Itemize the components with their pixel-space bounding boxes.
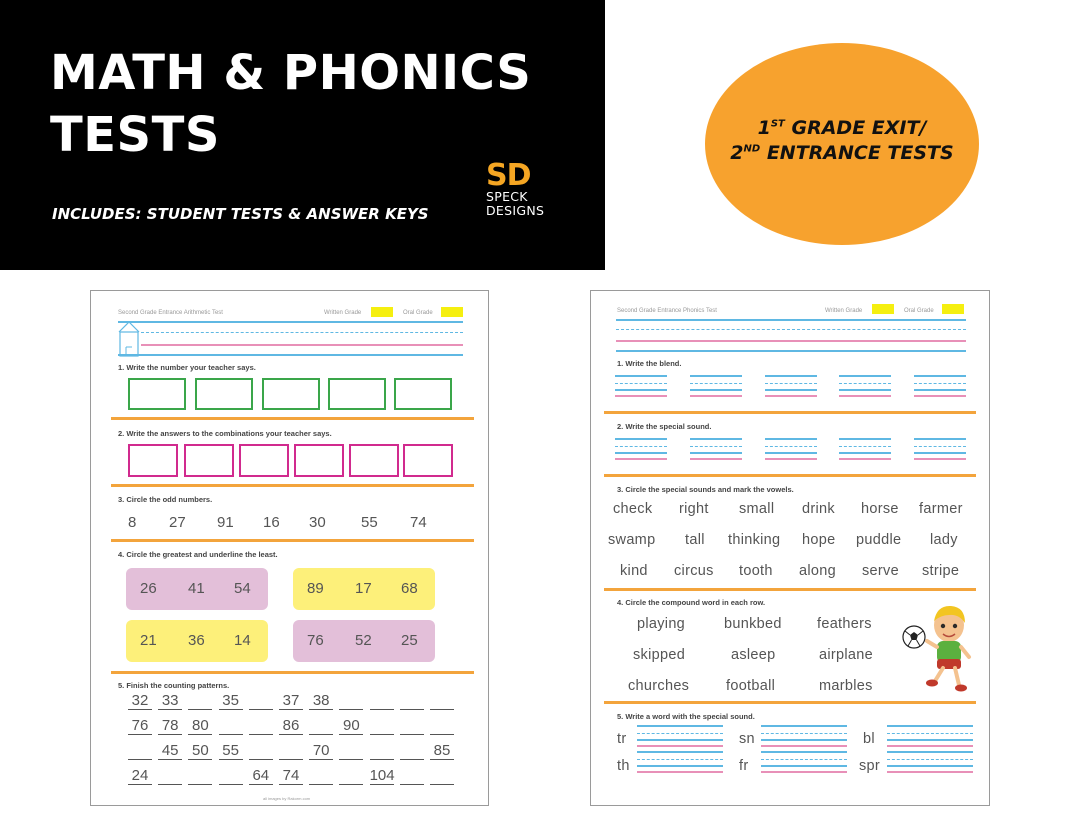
answer-box xyxy=(239,444,289,477)
writing-line xyxy=(914,395,966,397)
oral-grade-label: Oral Grade xyxy=(403,310,433,316)
writing-line xyxy=(914,389,966,391)
odd-number: 55 xyxy=(361,514,378,531)
pattern-cell: 33 xyxy=(158,692,182,710)
writing-line xyxy=(914,458,966,460)
writing-line xyxy=(914,446,966,447)
writing-line xyxy=(690,395,742,397)
writing-line xyxy=(839,389,891,391)
house-icon xyxy=(118,319,140,357)
writing-line xyxy=(765,375,817,377)
writing-line xyxy=(761,739,847,741)
section-divider xyxy=(111,417,474,420)
grade-badge xyxy=(705,43,979,245)
question-4: 4. Circle the compound word in each row. xyxy=(617,598,766,607)
pattern-cell xyxy=(309,717,333,735)
question-2: 2. Write the special sound. xyxy=(617,422,712,431)
writing-line xyxy=(615,395,667,397)
pattern-cell xyxy=(339,742,363,760)
footer-credit: all images by Rakorm.com xyxy=(263,796,311,801)
answer-box xyxy=(294,444,344,477)
section-divider xyxy=(111,484,474,487)
phonics-word: lady xyxy=(930,532,958,548)
group-number: 25 xyxy=(401,632,418,649)
worksheet-title: Second Grade Entrance Phonics Test xyxy=(617,308,717,314)
writing-line xyxy=(637,733,723,734)
section-divider xyxy=(604,588,976,591)
writing-line xyxy=(690,375,742,377)
pattern-cell xyxy=(128,742,152,760)
special-sound-prompt: th xyxy=(617,758,630,774)
name-line xyxy=(616,340,966,342)
writing-line xyxy=(615,389,667,391)
answer-box xyxy=(262,378,320,410)
group-number: 52 xyxy=(355,632,372,649)
pattern-cell xyxy=(370,717,394,735)
compound-word: marbles xyxy=(819,678,873,694)
odd-number: 27 xyxy=(169,514,186,531)
writing-line xyxy=(615,452,667,454)
compound-word: football xyxy=(726,678,776,694)
pattern-cell: 50 xyxy=(188,742,212,760)
odd-number: 8 xyxy=(128,514,137,531)
compound-word: skipped xyxy=(633,647,686,663)
phonics-word: tooth xyxy=(739,563,773,579)
badge-line-2: 2ND ENTRANCE TESTS xyxy=(730,142,954,164)
phonics-word: tall xyxy=(685,532,705,548)
answer-box xyxy=(128,444,178,477)
writing-line xyxy=(765,438,817,440)
question-3: 3. Circle the special sounds and mark the vowels. xyxy=(617,485,794,494)
pattern-cell: 70 xyxy=(309,742,333,760)
writing-line xyxy=(839,446,891,447)
writing-line xyxy=(690,389,742,391)
special-sound-prompt: bl xyxy=(863,731,875,747)
phonics-word: right xyxy=(679,501,709,517)
writing-line xyxy=(761,751,847,753)
pattern-cell xyxy=(430,767,454,785)
writing-line xyxy=(887,739,973,741)
phonics-word: small xyxy=(739,501,775,517)
question-5: 5. Write a word with the special sound. xyxy=(617,712,755,721)
group-number: 36 xyxy=(188,632,205,649)
phonics-word: check xyxy=(613,501,653,517)
answer-box xyxy=(394,378,452,410)
writing-line xyxy=(914,438,966,440)
answer-box xyxy=(328,378,386,410)
phonics-word: along xyxy=(799,563,836,579)
compound-word: bunkbed xyxy=(724,616,782,632)
writing-line xyxy=(765,452,817,454)
pattern-cell: 32 xyxy=(128,692,152,710)
pattern-cell: 45 xyxy=(158,742,182,760)
writing-line xyxy=(690,446,742,447)
pattern-cell xyxy=(309,767,333,785)
phonics-word: kind xyxy=(620,563,648,579)
pattern-cell xyxy=(339,767,363,785)
pattern-cell xyxy=(249,717,273,735)
writing-line xyxy=(615,438,667,440)
pattern-cell xyxy=(339,692,363,710)
pattern-cell xyxy=(158,767,182,785)
section-divider xyxy=(111,671,474,674)
pattern-cell xyxy=(370,692,394,710)
banner-subtitle: INCLUDES: STUDENT TESTS & ANSWER KEYS xyxy=(52,205,429,223)
writing-line xyxy=(765,383,817,384)
compound-word: churches xyxy=(628,678,690,694)
writing-line xyxy=(765,446,817,447)
writing-line xyxy=(690,438,742,440)
banner-title: MATH & PHONICS TESTS xyxy=(50,45,532,163)
pattern-cell: 35 xyxy=(219,692,243,710)
answer-box xyxy=(195,378,253,410)
speck-designs-logo: SD SPECK DESIGNS xyxy=(486,158,545,218)
writing-line xyxy=(839,452,891,454)
compound-word: airplane xyxy=(819,647,873,663)
writing-line xyxy=(637,739,723,741)
writing-line xyxy=(637,725,723,727)
section-divider xyxy=(111,539,474,542)
group-number: 17 xyxy=(355,580,372,597)
writing-line xyxy=(761,765,847,767)
phonics-word: swamp xyxy=(608,532,656,548)
special-sound-prompt: sn xyxy=(739,731,755,747)
pattern-cell: 80 xyxy=(188,717,212,735)
pattern-cell: 78 xyxy=(158,717,182,735)
question-1: 1. Write the blend. xyxy=(617,359,682,368)
compound-word: asleep xyxy=(731,647,776,663)
writing-line xyxy=(887,765,973,767)
phonics-word: stripe xyxy=(922,563,960,579)
phonics-word: thinking xyxy=(728,532,781,548)
blend-writing-lines xyxy=(591,375,991,405)
phonics-word: farmer xyxy=(919,501,963,517)
writing-line xyxy=(914,375,966,377)
pattern-cell: 104 xyxy=(369,767,395,784)
writing-line xyxy=(615,383,667,384)
phonics-word: drink xyxy=(802,501,835,517)
writing-line xyxy=(765,395,817,397)
pattern-cell xyxy=(400,767,424,785)
word-writing-lines xyxy=(591,725,991,775)
writing-line xyxy=(690,458,742,460)
writing-line xyxy=(637,751,723,753)
pattern-cell xyxy=(400,692,424,710)
phonics-word: serve xyxy=(862,563,899,579)
writing-line xyxy=(761,771,847,773)
phonics-word: horse xyxy=(861,501,899,517)
section-divider xyxy=(604,474,976,477)
group-number: 26 xyxy=(140,580,157,597)
pattern-cell: 86 xyxy=(279,717,303,735)
writing-line xyxy=(765,458,817,460)
pattern-cell xyxy=(400,742,424,760)
answer-box xyxy=(128,378,186,410)
pattern-cell xyxy=(188,767,212,785)
section-divider xyxy=(604,411,976,414)
writing-line xyxy=(839,458,891,460)
answer-box xyxy=(349,444,399,477)
name-line xyxy=(616,319,966,321)
question-1: 1. Write the number your teacher says. xyxy=(118,363,256,372)
writing-line xyxy=(637,759,723,760)
special-sound-prompt: tr xyxy=(617,731,627,747)
odd-number: 74 xyxy=(410,514,427,531)
badge-line-1: 1ST GRADE EXIT/ xyxy=(757,117,927,139)
pattern-cell: 37 xyxy=(279,692,303,710)
writing-line xyxy=(637,771,723,773)
pattern-cell: 55 xyxy=(219,742,243,760)
writing-line xyxy=(637,745,723,747)
group-number: 68 xyxy=(401,580,418,597)
special-sound-prompt: spr xyxy=(859,758,881,774)
written-grade-box xyxy=(872,304,894,314)
writing-line xyxy=(887,725,973,727)
oral-grade-label: Oral Grade xyxy=(904,308,934,314)
writing-line xyxy=(839,375,891,377)
name-line xyxy=(118,354,463,356)
sound-writing-lines xyxy=(591,438,991,468)
pattern-cell: 76 xyxy=(128,717,152,735)
phonics-word: puddle xyxy=(856,532,902,548)
counting-patterns xyxy=(128,692,458,792)
name-line xyxy=(616,350,966,352)
written-grade-label: Written Grade xyxy=(825,308,863,314)
oral-grade-box xyxy=(441,307,463,317)
writing-line xyxy=(690,452,742,454)
writing-line xyxy=(761,725,847,727)
pattern-cell: 64 xyxy=(249,767,273,785)
pattern-cell: 38 xyxy=(309,692,333,710)
writing-line xyxy=(765,389,817,391)
question-2: 2. Write the answers to the combinations your teacher says. xyxy=(118,429,332,438)
writing-line xyxy=(887,751,973,753)
writing-line xyxy=(761,733,847,734)
compound-word: playing xyxy=(637,616,686,632)
answer-box xyxy=(403,444,453,477)
writing-line xyxy=(637,765,723,767)
writing-line xyxy=(761,745,847,747)
oral-grade-box xyxy=(942,304,964,314)
soccer-boy-illustration xyxy=(897,601,975,693)
writing-line xyxy=(887,771,973,773)
pattern-cell xyxy=(219,767,243,785)
group-number: 76 xyxy=(307,632,324,649)
question-4: 4. Circle the greatest and underline the least. xyxy=(118,550,278,559)
worksheet-title: Second Grade Entrance Arithmetic Test xyxy=(118,310,223,316)
group-number: 54 xyxy=(234,580,251,597)
odd-number: 91 xyxy=(217,514,234,531)
writing-line xyxy=(839,383,891,384)
question-3: 3. Circle the odd numbers. xyxy=(118,495,213,504)
name-line xyxy=(118,321,463,323)
odd-number: 30 xyxy=(309,514,326,531)
compound-word: feathers xyxy=(817,616,872,632)
pattern-cell xyxy=(430,692,454,710)
pattern-cell xyxy=(279,742,303,760)
writing-line xyxy=(690,383,742,384)
writing-line xyxy=(914,452,966,454)
question-5: 5. Finish the counting patterns. xyxy=(118,681,230,690)
special-sound-prompt: fr xyxy=(739,758,749,774)
writing-line xyxy=(887,733,973,734)
writing-line xyxy=(615,446,667,447)
group-number: 14 xyxy=(234,632,251,649)
writing-line xyxy=(914,383,966,384)
pattern-cell: 85 xyxy=(430,742,454,760)
writing-line xyxy=(839,395,891,397)
pattern-cell: 74 xyxy=(279,767,303,785)
name-line-dashed xyxy=(141,332,463,333)
phonics-test-worksheet xyxy=(590,290,990,806)
pattern-cell xyxy=(249,742,273,760)
group-number: 21 xyxy=(140,632,157,649)
pattern-cell: 24 xyxy=(128,767,152,785)
pattern-cell xyxy=(219,717,243,735)
section-divider xyxy=(604,701,976,704)
pattern-cell xyxy=(188,692,212,710)
name-line-dashed xyxy=(616,329,966,330)
written-grade-label: Written Grade xyxy=(324,310,362,316)
phonics-word: hope xyxy=(802,532,836,548)
phonics-word: circus xyxy=(674,563,714,579)
writing-line xyxy=(615,375,667,377)
written-grade-box xyxy=(371,307,393,317)
group-number: 41 xyxy=(188,580,205,597)
pattern-cell: 90 xyxy=(339,717,363,735)
title-banner xyxy=(0,0,605,270)
pattern-cell xyxy=(370,742,394,760)
answer-box xyxy=(184,444,234,477)
writing-line xyxy=(839,438,891,440)
writing-line xyxy=(887,745,973,747)
writing-line xyxy=(761,759,847,760)
writing-line xyxy=(887,759,973,760)
name-line xyxy=(141,344,463,346)
math-test-worksheet xyxy=(90,290,489,806)
pattern-cell xyxy=(430,717,454,735)
odd-number: 16 xyxy=(263,514,280,531)
writing-line xyxy=(615,458,667,460)
pattern-cell xyxy=(400,717,424,735)
group-number: 89 xyxy=(307,580,324,597)
pattern-cell xyxy=(249,692,273,710)
